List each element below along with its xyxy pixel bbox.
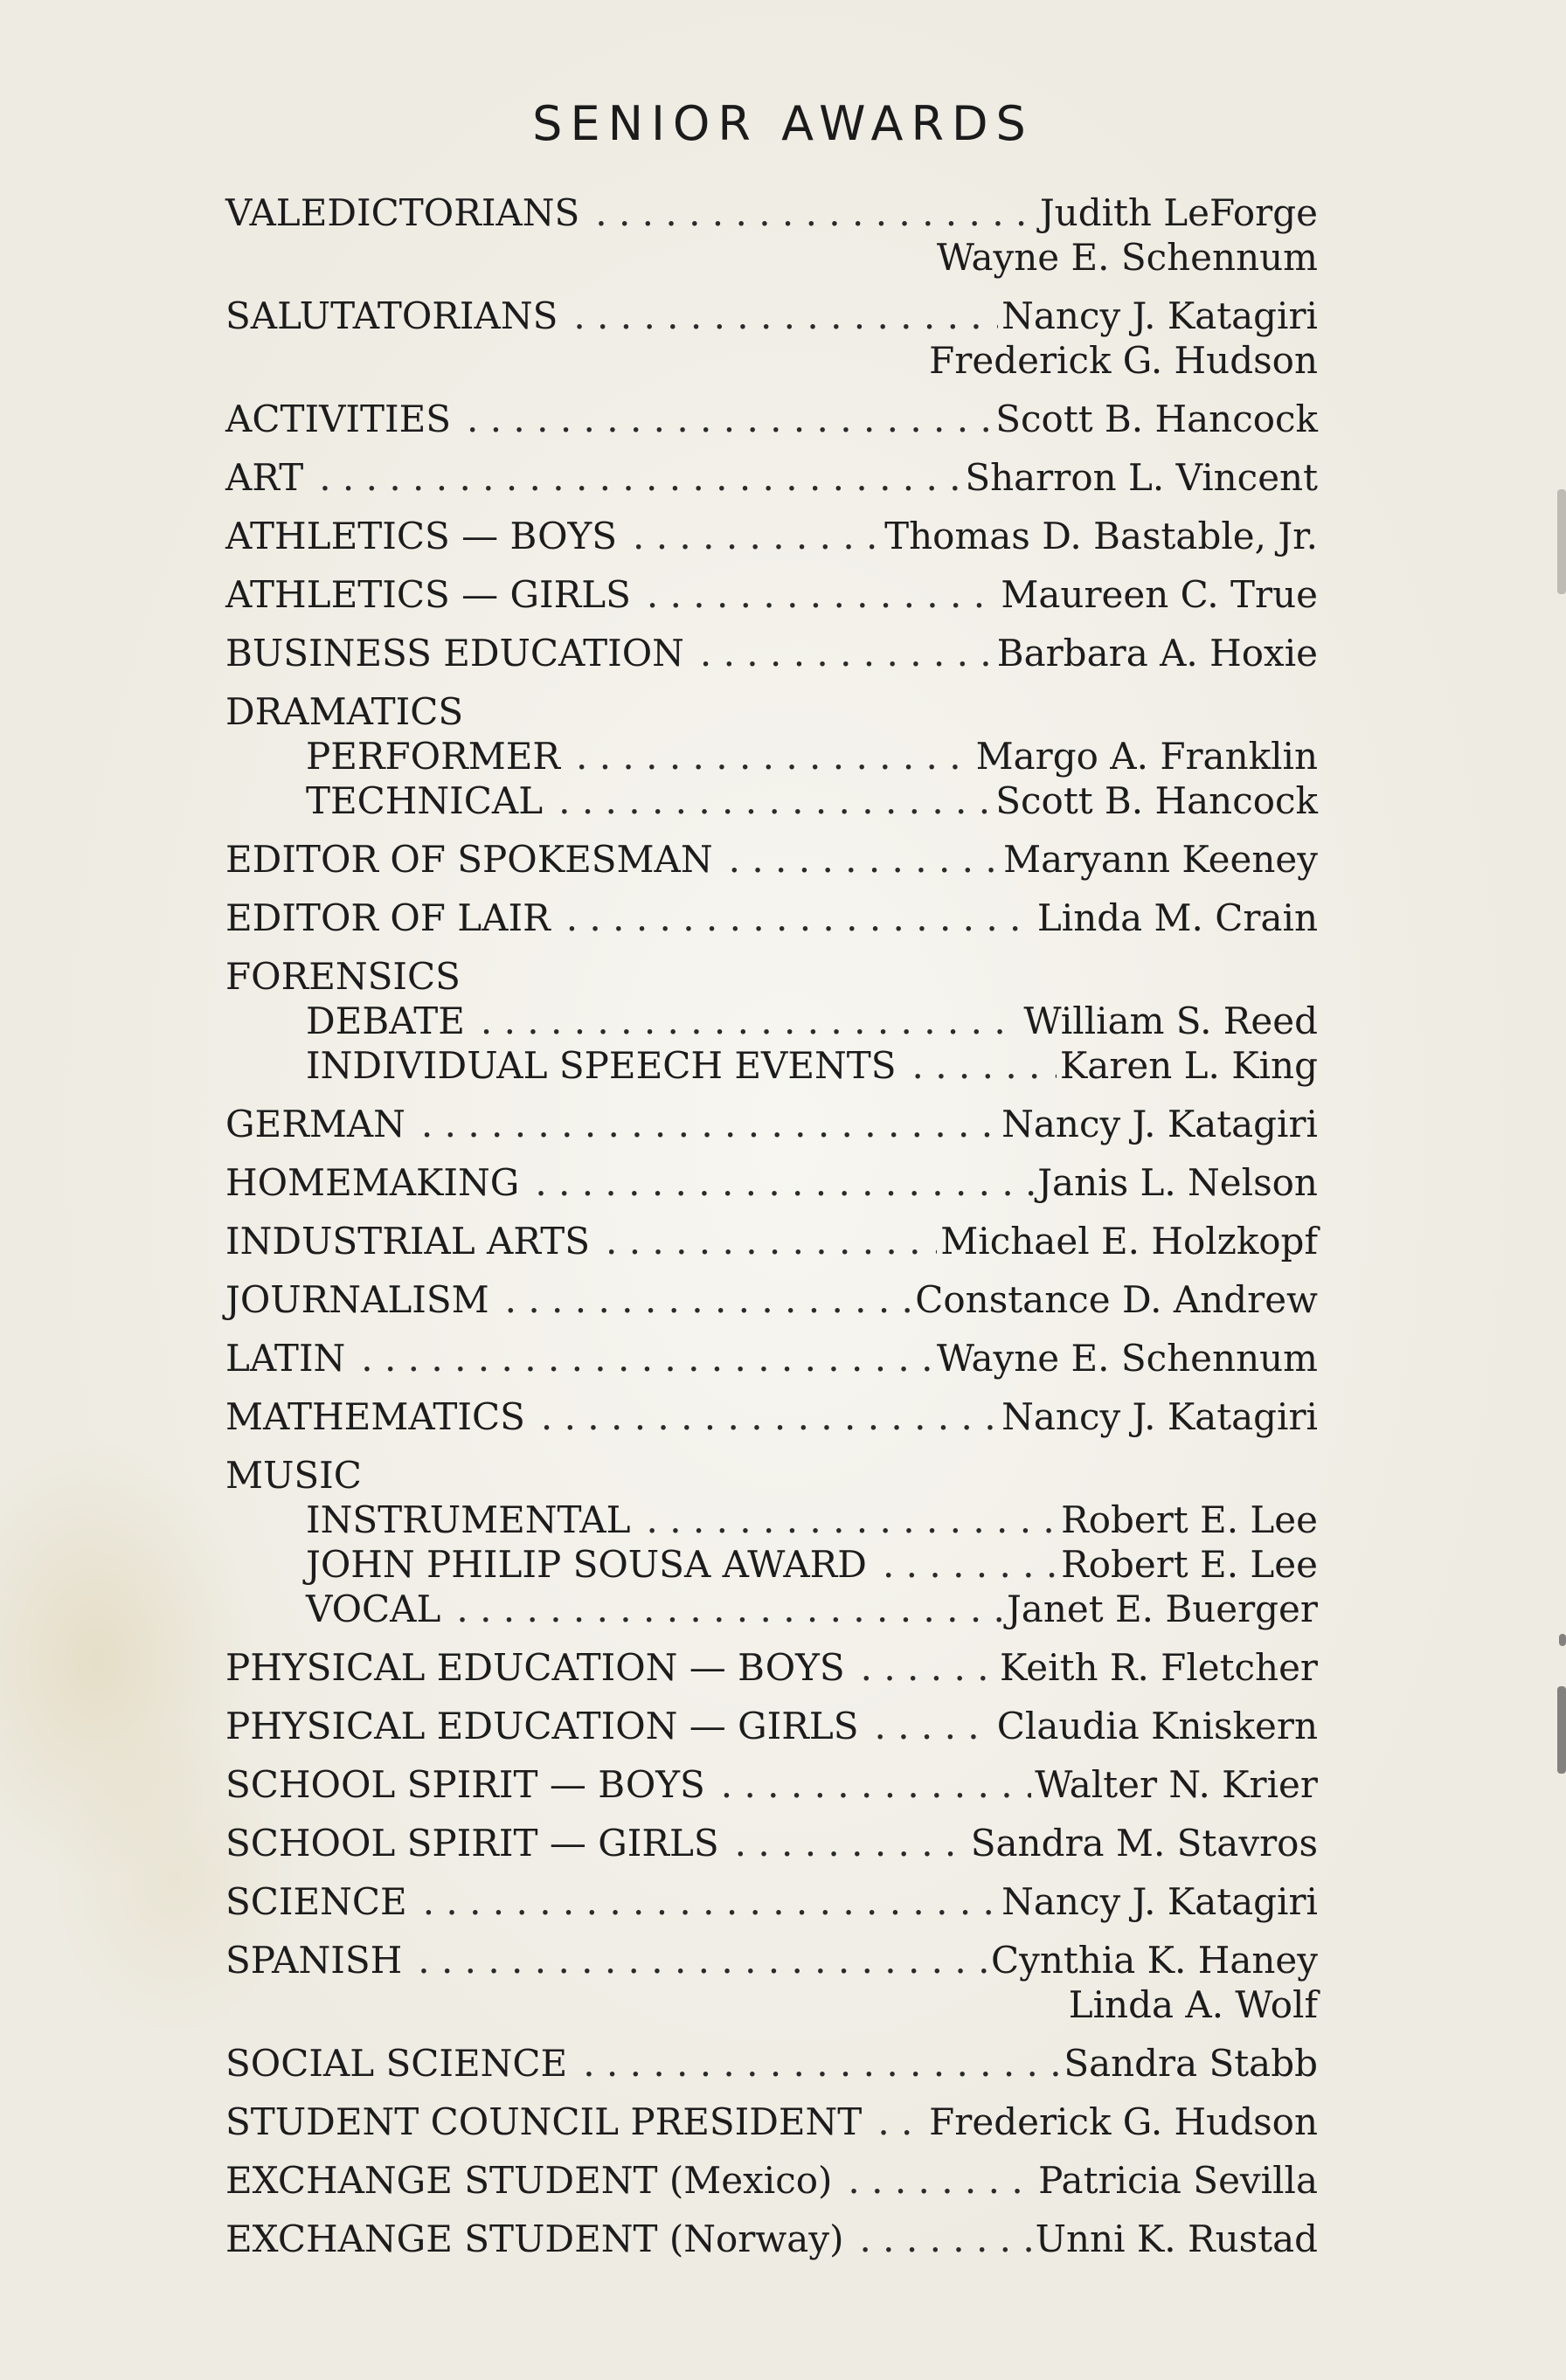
leader-dots — [583, 2041, 1060, 2086]
award-row — [225, 1277, 1318, 1322]
entry-spacer — [225, 1380, 1318, 1394]
entry-spacer — [225, 558, 1318, 572]
leader-dots — [576, 734, 973, 778]
award-recipient: Patricia Sevilla — [1038, 2159, 1318, 2202]
leader-dots — [418, 1938, 987, 1982]
entry-spacer — [225, 675, 1318, 689]
award-recipient: Linda A. Wolf — [1068, 1983, 1318, 2026]
leader-dots — [481, 999, 1021, 1043]
leader-dots — [875, 1704, 994, 1748]
award-category: HOMEMAKING — [225, 1161, 520, 1204]
entry-spacer — [225, 882, 1318, 896]
leader-dots — [595, 190, 1036, 235]
award-entry — [225, 2158, 1318, 2203]
award-entry — [225, 455, 1318, 500]
page-edge-mark — [1559, 1634, 1566, 1646]
entry-spacer — [225, 1205, 1318, 1219]
award-row — [225, 631, 1318, 675]
award-recipient: Maryann Keeney — [1003, 838, 1318, 881]
award-row — [225, 1102, 1318, 1146]
award-category: ATHLETICS — BOYS — [225, 515, 618, 557]
award-entry — [225, 2041, 1318, 2086]
award-category: EXCHANGE STUDENT (Mexico) — [225, 2159, 833, 2202]
leader-dots — [467, 397, 992, 441]
award-row — [225, 1762, 1318, 1807]
award-row — [225, 2158, 1318, 2203]
entry-spacer — [225, 2203, 1318, 2217]
award-entry — [225, 572, 1318, 617]
leader-dots — [566, 896, 1034, 940]
award-entry — [225, 1160, 1318, 1205]
leader-dots — [735, 1821, 967, 1865]
award-recipient: Sandra Stabb — [1064, 2042, 1318, 2085]
award-entry — [225, 1102, 1318, 1146]
award-row — [225, 954, 1318, 999]
award-entry — [225, 631, 1318, 675]
award-category: PHYSICAL EDUCATION — GIRLS — [225, 1705, 859, 1747]
award-row — [225, 2100, 1318, 2144]
award-entry — [225, 837, 1318, 882]
entry-spacer — [225, 1924, 1318, 1938]
award-row — [225, 514, 1318, 558]
leader-dots — [721, 1762, 1031, 1807]
entry-spacer — [225, 823, 1318, 837]
award-entry — [225, 1453, 1318, 1631]
award-category: JOHN PHILIP SOUSA AWARD — [306, 1543, 867, 1586]
award-recipient: Karen L. King — [1059, 1044, 1318, 1087]
award-entry — [225, 1704, 1318, 1748]
award-recipient: Unni K. Rustad — [1035, 2217, 1318, 2260]
award-row — [225, 1938, 1318, 1982]
award-category: STUDENT COUNCIL PRESIDENT — [225, 2100, 863, 2143]
award-category: MUSIC — [225, 1454, 362, 1497]
leader-dots — [535, 1160, 1034, 1205]
award-entry — [225, 1938, 1318, 2027]
leader-dots — [647, 572, 998, 617]
award-recipient: Robert E. Lee — [1061, 1543, 1318, 1586]
award-recipient: Claudia Kniskern — [996, 1705, 1318, 1747]
award-recipient: Judith LeForge — [1039, 191, 1318, 234]
leader-dots — [541, 1394, 998, 1439]
award-row — [225, 1879, 1318, 1924]
award-row — [225, 1336, 1318, 1380]
award-category: INDUSTRIAL ARTS — [225, 1220, 590, 1263]
entry-spacer — [225, 1322, 1318, 1336]
award-category: ART — [225, 456, 304, 499]
award-row — [225, 572, 1318, 617]
entry-spacer — [225, 2027, 1318, 2041]
leader-dots — [505, 1277, 912, 1322]
leader-dots — [606, 1219, 937, 1263]
award-row — [225, 2217, 1318, 2261]
leader-dots — [456, 1587, 1003, 1631]
entry-spacer — [225, 2144, 1318, 2158]
award-recipient: Janet E. Buerger — [1006, 1588, 1318, 1630]
award-recipient: Janis L. Nelson — [1037, 1161, 1318, 1204]
page-title: SENIOR AWARDS — [532, 96, 1034, 151]
award-recipient: Scott B. Hancock — [995, 779, 1318, 822]
award-row — [225, 778, 1318, 823]
award-row — [225, 689, 1318, 734]
award-recipient: William S. Reed — [1023, 1000, 1318, 1042]
award-row — [225, 1394, 1318, 1439]
award-entry — [225, 1219, 1318, 1263]
award-entry — [225, 896, 1318, 940]
entry-spacer — [225, 441, 1318, 455]
award-category: PHYSICAL EDUCATION — BOYS — [225, 1646, 845, 1689]
award-entry — [225, 1645, 1318, 1690]
award-entry — [225, 397, 1318, 441]
entry-spacer — [225, 617, 1318, 631]
leader-dots — [361, 1336, 933, 1380]
award-row — [225, 1160, 1318, 1205]
award-category: SCHOOL SPIRIT — GIRLS — [225, 1822, 719, 1865]
award-entry — [225, 294, 1318, 383]
award-entry — [225, 514, 1318, 558]
leader-dots — [558, 778, 992, 823]
award-row — [225, 1498, 1318, 1542]
entry-spacer — [225, 383, 1318, 397]
award-entry — [225, 689, 1318, 823]
award-row — [225, 294, 1318, 338]
entry-spacer — [225, 1439, 1318, 1453]
award-recipient: Wayne E. Schennum — [936, 236, 1318, 279]
leader-dots — [848, 2158, 1035, 2203]
award-recipient: Cynthia K. Haney — [990, 1939, 1318, 1982]
award-recipient: Barbara A. Hoxie — [996, 632, 1318, 675]
award-entry — [225, 2100, 1318, 2144]
entry-spacer — [225, 280, 1318, 294]
entry-spacer — [225, 1865, 1318, 1879]
award-row — [225, 896, 1318, 940]
award-category: FORENSICS — [225, 955, 461, 998]
leader-dots — [319, 455, 961, 500]
award-row — [225, 1645, 1318, 1690]
award-row — [225, 2041, 1318, 2086]
award-recipient: Linda M. Crain — [1036, 896, 1318, 939]
leader-dots — [883, 1542, 1057, 1587]
award-entry — [225, 1821, 1318, 1865]
award-entry — [225, 1762, 1318, 1807]
award-category: DRAMATICS — [225, 690, 464, 733]
award-row — [225, 1542, 1318, 1587]
award-category: EDITOR OF LAIR — [225, 896, 551, 939]
award-row — [225, 455, 1318, 500]
award-recipient: Robert E. Lee — [1061, 1498, 1318, 1541]
award-category: DEBATE — [306, 1000, 465, 1042]
award-recipient: Wayne E. Schennum — [936, 1337, 1318, 1380]
award-entry — [225, 1394, 1318, 1439]
award-row — [225, 999, 1318, 1043]
award-row — [225, 734, 1318, 778]
award-category: SALUTATORIANS — [225, 294, 558, 337]
award-category: SPANISH — [225, 1939, 403, 1982]
award-category: ACTIVITIES — [225, 398, 452, 440]
award-category: SCHOOL SPIRIT — BOYS — [225, 1763, 705, 1806]
leader-dots — [633, 514, 881, 558]
award-category: PERFORMER — [306, 735, 561, 778]
entry-spacer — [225, 1146, 1318, 1160]
award-recipient: Walter N. Krier — [1035, 1763, 1318, 1806]
award-recipient: Nancy J. Katagiri — [1001, 1395, 1318, 1438]
award-recipient: Margo A. Franklin — [975, 735, 1318, 778]
award-recipient: Michael E. Holzkopf — [940, 1220, 1318, 1263]
entry-spacer — [225, 500, 1318, 514]
page-edge-mark — [1557, 489, 1566, 594]
award-recipient: Keith R. Fletcher — [1000, 1646, 1318, 1689]
entry-spacer — [225, 1690, 1318, 1704]
award-row — [225, 1587, 1318, 1631]
award-row — [225, 397, 1318, 441]
award-row — [225, 837, 1318, 882]
award-category: BUSINESS EDUCATION — [225, 632, 684, 675]
leader-dots — [729, 837, 1000, 882]
award-recipient: Thomas D. Bastable, Jr. — [884, 515, 1318, 557]
entry-spacer — [225, 1088, 1318, 1102]
award-category: GERMAN — [225, 1103, 405, 1145]
leader-dots — [423, 1879, 998, 1924]
award-recipient: Frederick G. Hudson — [929, 2100, 1318, 2143]
award-recipient: Constance D. Andrew — [915, 1278, 1318, 1321]
award-entry — [225, 1879, 1318, 1924]
award-category: ATHLETICS — GIRLS — [225, 573, 631, 616]
award-entry — [225, 1336, 1318, 1380]
page-edge-mark — [1557, 1686, 1566, 1774]
leader-dots — [421, 1102, 998, 1146]
award-recipient: Nancy J. Katagiri — [1001, 1103, 1318, 1145]
award-row — [225, 1043, 1318, 1088]
award-row — [225, 1219, 1318, 1263]
award-recipient: Frederick G. Hudson — [929, 339, 1318, 382]
leader-dots — [700, 631, 994, 675]
award-recipient: Scott B. Hancock — [995, 398, 1318, 440]
awards-list — [225, 190, 1318, 2261]
award-category: JOURNALISM — [225, 1278, 489, 1321]
award-row — [225, 1704, 1318, 1748]
award-row — [225, 1453, 1318, 1498]
award-category: VOCAL — [306, 1588, 441, 1630]
leader-dots — [573, 294, 998, 338]
award-category: LATIN — [225, 1337, 346, 1380]
leader-dots — [861, 1645, 996, 1690]
leader-dots — [859, 2217, 1031, 2261]
entry-spacer — [225, 1748, 1318, 1762]
entry-spacer — [225, 940, 1318, 954]
award-row — [225, 190, 1318, 235]
entry-spacer — [225, 1263, 1318, 1277]
award-recipient: Maureen C. True — [1001, 573, 1318, 616]
award-category: VALEDICTORIANS — [225, 191, 580, 234]
award-category: EDITOR OF SPOKESMAN — [225, 838, 713, 881]
award-recipient: Sharron L. Vincent — [965, 456, 1318, 499]
award-category: SCIENCE — [225, 1880, 407, 1923]
leader-dots — [912, 1043, 1057, 1088]
entry-spacer — [225, 1631, 1318, 1645]
award-entry — [225, 1277, 1318, 1322]
award-entry — [225, 2217, 1318, 2261]
award-recipient: Sandra M. Stavros — [970, 1822, 1318, 1865]
entry-spacer — [225, 1807, 1318, 1821]
award-category: SOCIAL SCIENCE — [225, 2042, 568, 2085]
award-row — [225, 1821, 1318, 1865]
award-category: INDIVIDUAL SPEECH EVENTS — [306, 1044, 897, 1087]
award-category: MATHEMATICS — [225, 1395, 525, 1438]
award-category: TECHNICAL — [306, 779, 544, 822]
award-entry — [225, 190, 1318, 280]
entry-spacer — [225, 2086, 1318, 2100]
award-category: INSTRUMENTAL — [306, 1498, 631, 1541]
award-category: EXCHANGE STUDENT (Norway) — [225, 2217, 844, 2260]
leader-dots — [647, 1498, 1058, 1542]
award-recipient: Nancy J. Katagiri — [1001, 1880, 1318, 1923]
award-recipient: Nancy J. Katagiri — [1001, 294, 1318, 337]
leader-dots — [877, 2100, 925, 2144]
award-entry — [225, 954, 1318, 1088]
